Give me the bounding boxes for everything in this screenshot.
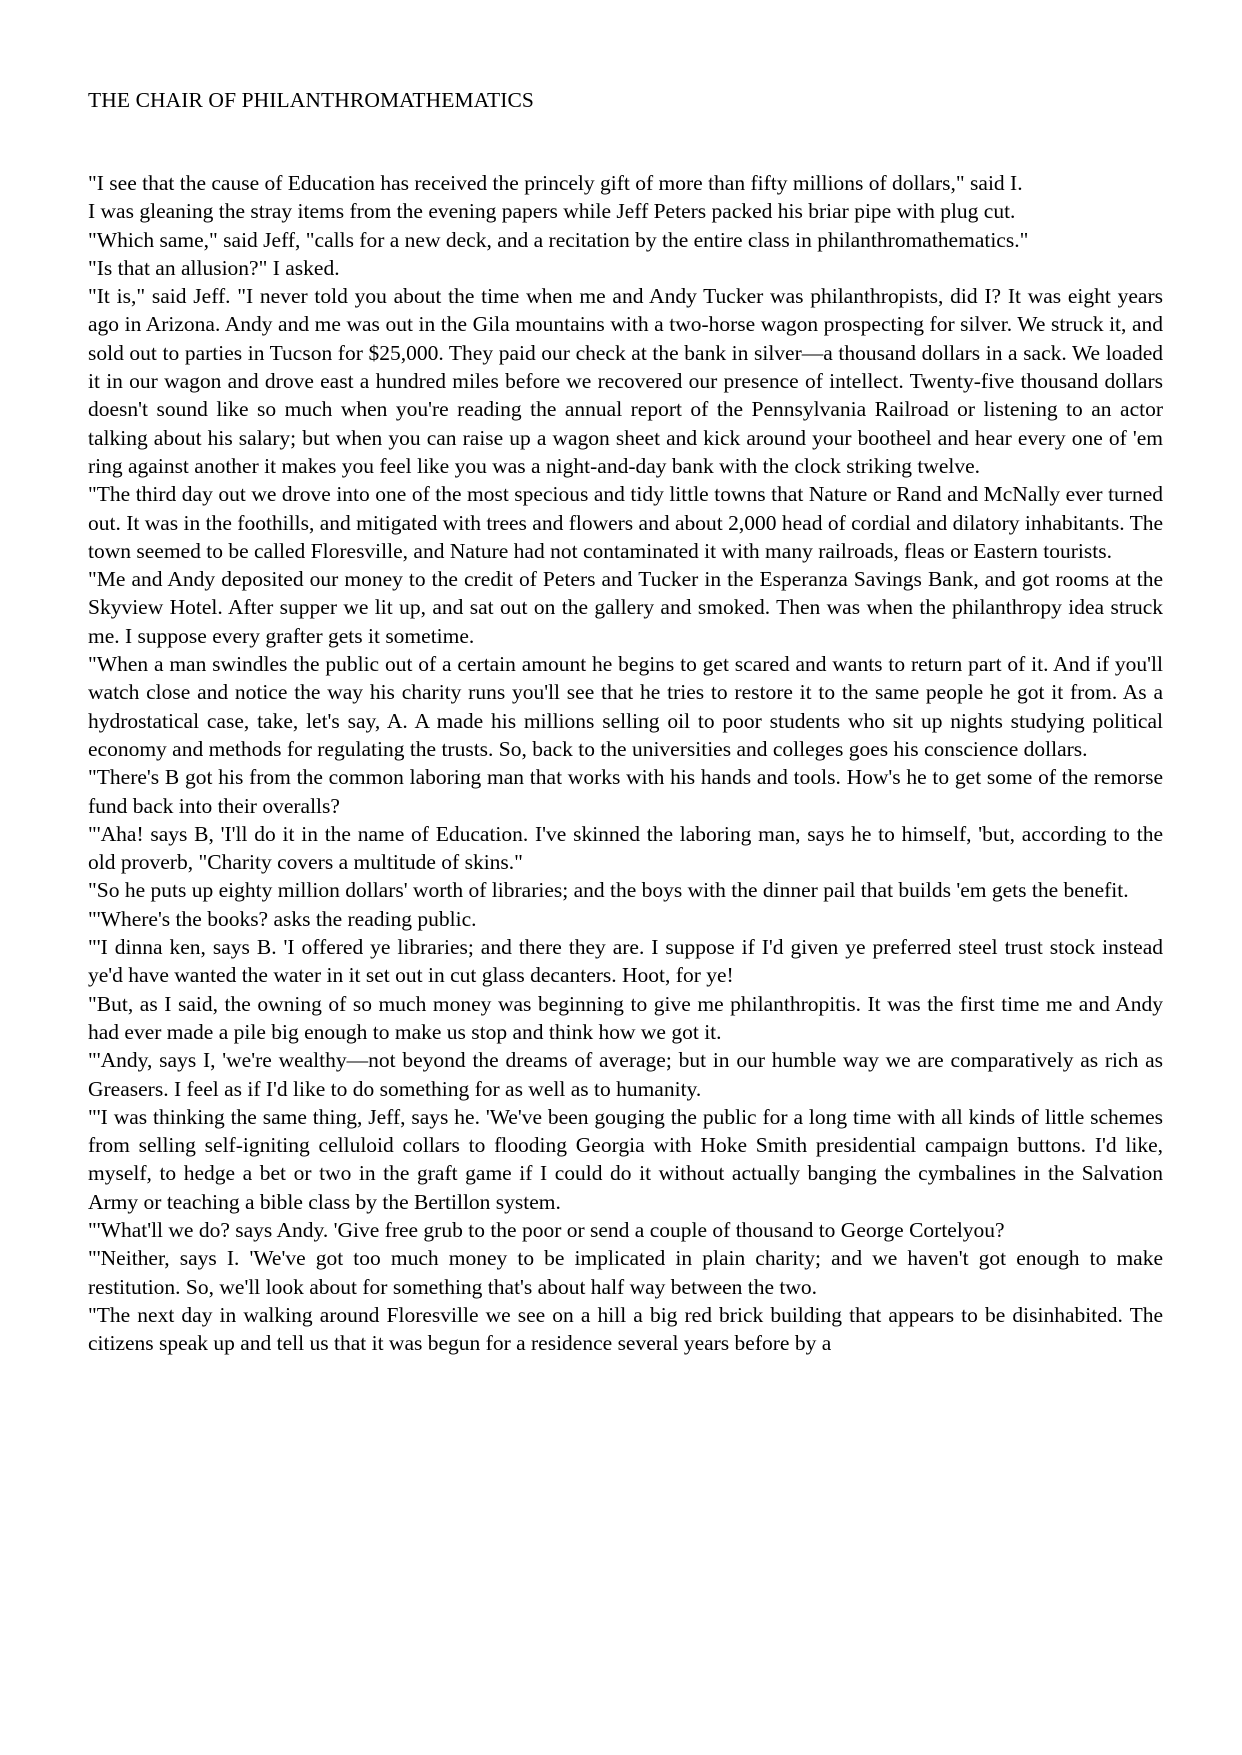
document-title: THE CHAIR OF PHILANTHROMATHEMATICS	[88, 88, 534, 112]
paragraph: "'I was thinking the same thing, Jeff, says he. 'We've been gouging the public for a long time with all kinds of little schemes from selling self-igniting celluloid collars to flooding Georgia with Hoke Smith presidential campaign buttons. I'd like, myself, to hedge a bet or two in the graft game if I could do it without actually banging the cymbalines in the Salvation Army or teaching a bible class by the Bertillon system.	[88, 1104, 1163, 1214]
paragraph: "Is that an allusion?" I asked.	[88, 255, 340, 280]
paragraph: "'I dinna ken, says B. 'I offered ye libraries; and there they are. I suppose if I'd given ye preferred steel trust stock instead ye'd have wanted the water in it set out in cut glass decanters. Hoot, for ye!	[88, 935, 1163, 988]
paragraph: "Which same," said Jeff, "calls for a new deck, and a recitation by the entire class in philanthromathematics."	[88, 227, 1029, 252]
paragraph: I was gleaning the stray items from the evening papers while Jeff Peters packed his briar pipe with plug cut.	[88, 199, 1016, 224]
paragraph: "'Neither, says I. 'We've got too much money to be implicated in plain charity; and we haven't got enough to make restitution. So, we'll look about for something that's about half way between the two.	[88, 1246, 1163, 1299]
paragraph: "'Where's the books? asks the reading public.	[88, 906, 477, 931]
paragraph: "Me and Andy deposited our money to the credit of Peters and Tucker in the Esperanza Savings Bank, and got rooms at the Skyview Hotel. After supper we lit up, and sat out on the gallery and smoked. Then was when the philanthropy idea struck me. I suppose every grafter gets it sometime.	[88, 567, 1163, 648]
paragraph: "'Andy, says I, 'we're wealthy—not beyond the dreams of average; but in our humble way we are comparatively as rich as Greasers. I feel as if I'd like to do something for as well as to humanity.	[88, 1048, 1163, 1101]
paragraph: "'Aha! says B, 'I'll do it in the name of Education. I've skinned the laboring man, says he to himself, 'but, according to the old proverb, "Charity covers a multitude of skins."	[88, 821, 1163, 875]
paragraph: "The third day out we drove into one of the most specious and tidy little towns that Nature or Rand and McNally ever turned out. It was in the foothills, and mitigated with trees and flowers and about 2,000 head of cordial and dilatory inhabitants. The town seemed to be called Floresville, and Nature had not contaminated it with many railroads, fleas or Eastern tourists.	[88, 482, 1163, 563]
paragraph: "There's B got his from the common laboring man that works with his hands and tools. How's he to get some of the remorse fund back into their overalls?	[88, 765, 1163, 818]
paragraph: "The next day in walking around Floresville we see on a hill a big red brick building that appears to be disinhabited. The citizens speak up and tell us that it was begun for a residence several years before by a	[88, 1302, 1163, 1356]
document-body	[88, 169, 1163, 1357]
paragraph: "So he puts up eighty million dollars' worth of libraries; and the boys with the dinner pail that builds 'em gets the benefit.	[88, 878, 1129, 903]
paragraph: "I see that the cause of Education has received the princely gift of more than fifty millions of dollars," said I.	[88, 171, 1023, 195]
document-page	[88, 84, 1163, 1357]
paragraph: "It is," said Jeff. "I never told you about the time when me and Andy Tucker was philanthropists, did I? It was eight years ago in Arizona. Andy and me was out in the Gila mountains with a two-horse wagon prospecting for silver. We struck it, and sold out to parties in Tucson for $25,000. They paid our check at the bank in silver—a thousand dollars in a sack. We loaded it in our wagon and drove east a hundred miles before we recovered our presence of intellect. Twenty-five thousand dollars doesn't sound like so much when you're reading the annual report of the Pennsylvania Railroad or listening to an actor talking about his salary; but when you can raise up a wagon sheet and kick around your bootheel and hear every one of 'em ring against another it makes you feel like you was a night-and-day bank with the clock striking twelve.	[88, 284, 1163, 478]
paragraph: "But, as I said, the owning of so much money was beginning to give me philanthropitis. It was the first time me and Andy had ever made a pile big enough to make us stop and think how we got it.	[88, 991, 1163, 1044]
paragraph: "When a man swindles the public out of a certain amount he begins to get scared and wants to return part of it. And if you'll watch close and notice the way his charity runs you'll see that he tries to restore it to the same people he got it from. As a hydrostatical case, take, let's say, A. A made his millions selling oil to poor students who sit up nights studying political economy and methods for regulating the trusts. So, back to the universities and colleges goes his conscience dollars.	[88, 652, 1163, 761]
paragraph: "'What'll we do? says Andy. 'Give free grub to the poor or send a couple of thousand to George Cortelyou?	[88, 1217, 1005, 1242]
